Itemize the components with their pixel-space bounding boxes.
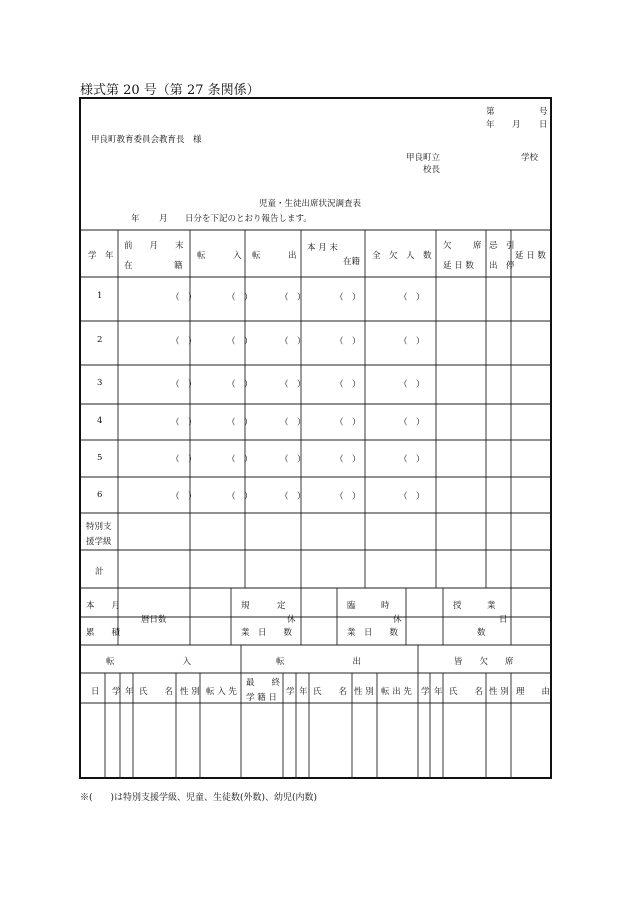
class-days-r: 業 — [487, 601, 496, 611]
parenthesis-slot: （ ） — [171, 455, 197, 465]
header-transfer-in-l: 転 — [197, 251, 206, 261]
col-last-top: 最 終 — [246, 678, 281, 688]
parenthesis-slot: （ ） — [171, 418, 197, 428]
col-name-2: 氏 名 — [313, 687, 348, 697]
col-name-3: 氏 名 — [449, 687, 484, 697]
col-day: 日 — [91, 687, 100, 697]
parenthesis-slot: （ ） — [399, 293, 425, 303]
parenthesis-slot: （ ） — [335, 293, 361, 303]
total-label: 計 — [95, 567, 104, 577]
report-text: 日分を下記のとおり報告します。 — [185, 214, 312, 224]
grade-label: 2 — [97, 335, 103, 345]
special-class-label-1: 特別支 — [86, 522, 112, 532]
parenthesis-slot: （ ） — [335, 418, 361, 428]
col-grade-1: 学 — [112, 687, 121, 697]
header-prev-enrolled-r: 籍 — [174, 261, 183, 271]
parenthesis-slot: （ ） — [280, 380, 306, 390]
addressee: 甲良町教育委員会教育長 様 — [91, 135, 202, 145]
parenthesis-slot: （ ） — [399, 380, 425, 390]
parenthesis-slot: （ ） — [280, 492, 306, 502]
parenthesis-slot: （ ） — [335, 455, 361, 465]
class-days-bottom: 数 — [477, 628, 486, 638]
parenthesis-slot: （ ） — [227, 293, 253, 303]
header-mourning: 忌 引 — [489, 241, 515, 251]
class-days-l: 授 — [453, 601, 462, 611]
report-month: 月 — [159, 214, 168, 224]
header-absence-days: 延 日 数 — [443, 261, 474, 271]
header-transfer-in-r: 入 — [233, 251, 242, 261]
header-transfer-out-l: 転 — [252, 251, 261, 261]
regular-holiday-l: 規 — [241, 601, 250, 611]
parenthesis-slot: （ ） — [335, 380, 361, 390]
col-year-3: 年 — [434, 687, 443, 697]
parenthesis-slot: （ ） — [227, 380, 253, 390]
col-year-1: 年 — [125, 687, 134, 697]
temp-holiday-l: 臨 — [347, 601, 356, 611]
header-mourning-days: 延 日 数 — [515, 251, 546, 261]
section-transfer-out: 転 出 — [276, 657, 362, 667]
col-grade-3: 学 — [421, 687, 430, 697]
survey-title: 児童・生徒出席状況調査表 — [259, 199, 362, 209]
parenthesis-slot: （ ） — [171, 337, 197, 347]
parenthesis-slot: （ ） — [335, 492, 361, 502]
parenthesis-slot: （ ） — [280, 418, 306, 428]
parenthesis-slot: （ ） — [399, 418, 425, 428]
parenthesis-slot: （ ） — [280, 293, 306, 303]
attendance-report-form — [79, 97, 552, 779]
section-transfer-in: 転 入 — [106, 657, 192, 667]
school-suffix: 学校 — [521, 153, 539, 163]
regular-holiday-days: 業 日 数 — [241, 628, 293, 638]
number-label: 第 — [486, 107, 495, 117]
header-absent-all: 全 欠 人 数 — [372, 251, 432, 261]
date-month: 月 — [512, 120, 521, 130]
calendar-days-label: 暦日数 — [141, 615, 167, 625]
school-prefix: 甲良町立 — [406, 153, 441, 163]
col-name-1: 氏 名 — [139, 687, 174, 697]
report-year: 年 — [131, 214, 140, 224]
special-class-label-2: 援学級 — [86, 537, 112, 547]
header-grade: 学 年 — [88, 251, 114, 261]
date-day: 日 — [539, 120, 548, 130]
parenthesis-slot: （ ） — [399, 455, 425, 465]
principal-label: 校長 — [423, 165, 441, 175]
cumulative-label: 累 積 — [86, 628, 121, 638]
footnote: ※( )は特別支援学級、児童、生徒数(外数)、幼児(内数) — [80, 793, 318, 803]
parenthesis-slot: （ ） — [227, 418, 253, 428]
parenthesis-slot: （ ） — [171, 293, 197, 303]
temp-holiday-r: 時 — [381, 601, 390, 611]
parenthesis-slot: （ ） — [171, 492, 197, 502]
parenthesis-slot: （ ） — [335, 337, 361, 347]
number-suffix: 号 — [539, 107, 548, 117]
col-sex-2: 性 別 — [354, 687, 374, 697]
header-suspension: 出 停 — [489, 261, 515, 271]
parenthesis-slot: （ ） — [171, 380, 197, 390]
parenthesis-slot: （ ） — [280, 337, 306, 347]
header-end-month: 本 月 末 — [307, 243, 338, 253]
col-last-bottom: 学 籍 日 — [246, 693, 277, 703]
col-sex-1: 性 別 — [180, 687, 200, 697]
grade-label: 4 — [97, 416, 103, 426]
temp-holiday-days: 業 日 数 — [347, 628, 399, 638]
col-sex-3: 性 別 — [489, 687, 509, 697]
regular-holiday-r: 定 — [277, 601, 286, 611]
parenthesis-slot: （ ） — [280, 455, 306, 465]
this-month-label: 本 月 — [86, 601, 121, 611]
grade-label: 1 — [97, 291, 103, 301]
date-year: 年 — [486, 120, 495, 130]
parenthesis-slot: （ ） — [399, 492, 425, 502]
section-long-absence: 皆 欠 席 — [454, 657, 514, 667]
parenthesis-slot: （ ） — [399, 337, 425, 347]
header-prev-enrolled-l: 在 — [124, 261, 133, 271]
temp-holiday-mid: 休 — [393, 615, 402, 625]
header-end-enrolled: 在籍 — [343, 257, 361, 267]
parenthesis-slot: （ ） — [227, 455, 253, 465]
parenthesis-slot: （ ） — [227, 337, 253, 347]
header-transfer-out-r: 出 — [288, 251, 297, 261]
col-reason: 理 由 — [516, 687, 551, 697]
form-number-title: 様式第 20 号（第 27 条関係） — [80, 83, 260, 98]
col-transfer-from: 転 入 先 — [206, 687, 237, 697]
col-grade-2: 学 — [286, 687, 295, 697]
header-absence-r: 席 — [473, 241, 482, 251]
parenthesis-slot: （ ） — [227, 492, 253, 502]
grade-label: 3 — [97, 378, 103, 388]
grade-label: 6 — [97, 490, 103, 500]
header-absence-l: 欠 — [443, 241, 452, 251]
header-prev-month: 前 月 末 — [124, 241, 184, 251]
regular-holiday-mid: 休 — [287, 615, 296, 625]
grade-label: 5 — [97, 453, 103, 463]
col-transfer-to: 転 出 先 — [381, 687, 412, 697]
col-year-2: 年 — [299, 687, 308, 697]
class-days-mid: 日 — [499, 615, 508, 625]
